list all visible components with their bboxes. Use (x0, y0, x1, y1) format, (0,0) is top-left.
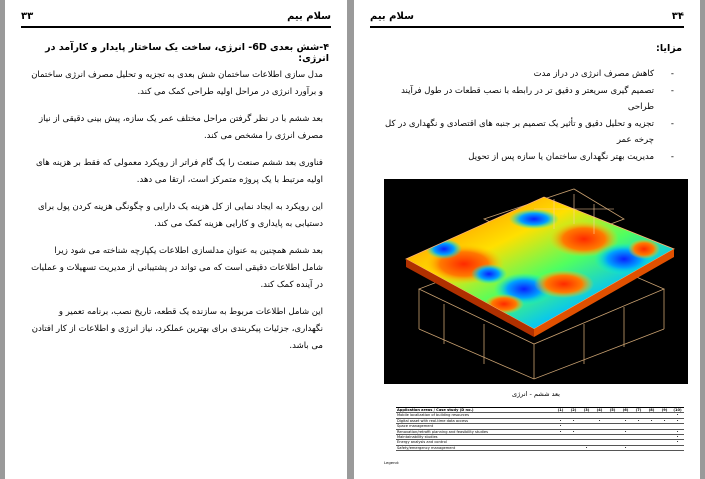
table-legend: Legend: (384, 460, 400, 465)
table-cell: • (580, 445, 593, 450)
column-header: (8) (645, 408, 658, 413)
table-cell: • (671, 413, 684, 418)
column-header: (1) (554, 408, 567, 413)
table-cell: • (671, 418, 684, 423)
advantage-item: - مدیریت بهتر نگهداری ساختمان یا سازه پس از تحویل (468, 151, 674, 162)
application-table (396, 407, 684, 451)
table-cell: • (619, 445, 632, 450)
table-cell (671, 445, 684, 450)
row-label: Maintainability studies (396, 435, 554, 440)
table-cell: • (645, 418, 658, 423)
section-title: ۴-شش بعدی 6D- انرژی، ساخت یک ساختار پایدار و کارآمد در انرژی: (45, 42, 329, 64)
paragraph: بعد ششم همچنین به عنوان مدلسازی اطلاعات یکپارچه شناخته می شود زیرا شامل اطلاعات دقیقی است که می تواند در پشتیبانی از مدیریت تسهیلات و عملیات در آینده کمک کند. (31, 246, 323, 290)
right-page-number: ۳۴ (671, 11, 684, 22)
column-header: (3) (580, 408, 593, 413)
advantage-item: - تجزیه و تحلیل دقیق و تأثیر یک تصمیم بر جنبه های اقتصادی و نگهداری در کل چرخه عمر (385, 118, 674, 145)
column-header: (9) (658, 408, 671, 413)
paragraph: این شامل اطلاعات مربوط به سازنده یک قطعه، تاریخ نصب، برنامه تعمیر و نگهداری، جزئیات پیکربندی برای بهترین عملکرد، نیاز انرژی و اطلاعات از کار افتادن می باشد. (31, 307, 323, 351)
table-cell: • (671, 435, 684, 440)
table-cell: • (671, 429, 684, 434)
column-header: (5) (606, 408, 619, 413)
right-running-title: سلام بیم (370, 11, 414, 22)
paragraph: بعد ششم با در نظر گرفتن مراحل مختلف عمر یک سازه، پیش بینی دقیقی از نیاز مصرف انرژی را مشخص می کند. (39, 114, 323, 141)
table-cell (645, 445, 658, 450)
table-cell: • (619, 418, 632, 423)
row-label: Energy analysis and control (396, 440, 554, 445)
left-running-title: سلام بیم (287, 11, 331, 22)
table-cell (658, 445, 671, 450)
table-cell (593, 445, 606, 450)
table-cell: • (593, 418, 606, 423)
left-page-header (21, 8, 331, 28)
left-page (5, 0, 347, 479)
row-label: Safety/emergency management (396, 445, 554, 450)
column-header: (7) (632, 408, 645, 413)
advantages-list (374, 66, 682, 165)
column-header: (4) (593, 408, 606, 413)
row-label: Renovation/retrofit planning and feasibility studies (396, 429, 554, 434)
row-label: Space management (396, 424, 554, 429)
row-label: Digital asset with real-time data access (396, 418, 554, 423)
energy-heatmap-figure (384, 179, 688, 384)
table-cell: • (554, 424, 567, 429)
figure-caption: بعد ششم - انرژی (512, 390, 560, 398)
table-cell: • (567, 429, 580, 434)
energy-heatmap-icon (384, 179, 688, 384)
paragraphs (31, 67, 323, 365)
advantage-item: - تصمیم گیری سریعتر و دقیق تر در رابطه با نصب قطعات در طول فرآیند طراحی (401, 85, 674, 112)
table-cell: • (658, 418, 671, 423)
table-cell: • (632, 418, 645, 423)
table-cell: • (554, 418, 567, 423)
row-label: Mobile localization of building resources (396, 413, 554, 418)
advantages-title: مزایا: (656, 43, 682, 54)
table-cell: • (567, 418, 580, 423)
paragraph: فناوری بعد ششم صنعت را یک گام فراتر از رویکرد معمولی که فقط بر هزینه های اولیه مرتبط با یک پروژه متمرکز است، ارتقا می دهد. (36, 158, 323, 185)
table-cell (606, 445, 619, 450)
advantage-item: - کاهش مصرف انرژی در دراز مدت (533, 69, 674, 79)
table-cell (554, 445, 567, 450)
column-header: (6) (619, 408, 632, 413)
table-cell: • (671, 440, 684, 445)
table-cell (632, 445, 645, 450)
table-row (396, 445, 684, 450)
right-page-header (370, 8, 684, 28)
right-page (354, 0, 700, 479)
column-header: (2) (567, 408, 580, 413)
left-page-number: ۳۳ (21, 11, 34, 22)
table-header-label: Application areas / Case study (D no.) (396, 408, 554, 413)
paragraph: این رویکرد به ایجاد نمایی از کل هزینه یک دارایی و چگونگی هزینه کردن پول برای دستیابی به پایداری و کارایی هزینه کمک می کند. (38, 202, 323, 229)
table-cell (567, 445, 580, 450)
table-cell: • (619, 429, 632, 434)
paragraph: مدل سازی اطلاعات ساختمان شش بعدی به تجزیه و تحلیل مصرف انرژی ساختمان و برآورد انرژی در مراحل اولیه طراحی کمک می کند. (31, 70, 323, 97)
column-header: (10) (671, 408, 684, 413)
table-cell: • (554, 429, 567, 434)
